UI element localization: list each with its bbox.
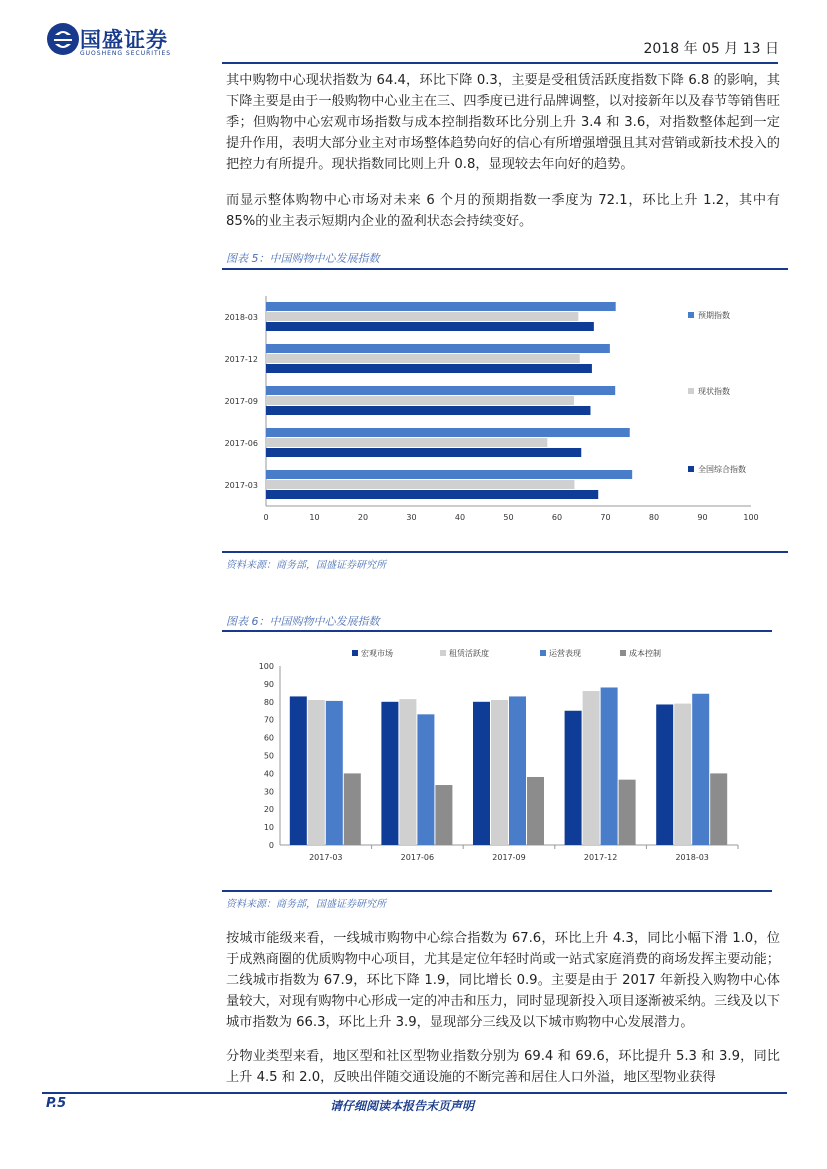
x-tick-label: 0 bbox=[263, 513, 269, 522]
x-category-label: 2017-09 bbox=[492, 853, 526, 862]
logo-subtitle: GUOSHENG SECURITIES bbox=[80, 50, 172, 57]
bar bbox=[266, 312, 578, 321]
logo-name: 国盛证券 bbox=[80, 28, 168, 52]
y-tick-label: 90 bbox=[263, 679, 274, 689]
legend-label: 预期指数 bbox=[698, 311, 730, 320]
bar bbox=[266, 470, 632, 479]
x-tick-label: 10 bbox=[309, 513, 320, 522]
y-tick-label: 40 bbox=[263, 769, 274, 779]
y-tick-label: 10 bbox=[263, 823, 274, 833]
bar bbox=[527, 777, 544, 845]
bar bbox=[509, 696, 526, 845]
x-tick-label: 50 bbox=[503, 513, 514, 522]
legend-swatch bbox=[352, 650, 358, 656]
bar bbox=[266, 302, 616, 311]
bar bbox=[290, 696, 307, 845]
figure-6-title: 图表 6：中国购物中心发展指数 bbox=[226, 615, 380, 628]
figure-5-chart bbox=[222, 284, 788, 526]
bar bbox=[266, 406, 590, 415]
figure-5-bottom-rule bbox=[222, 551, 788, 553]
bar bbox=[266, 322, 594, 331]
y-tick-label: 20 bbox=[263, 805, 274, 815]
legend-swatch bbox=[688, 388, 694, 394]
figure-5-top-rule bbox=[222, 268, 788, 270]
legend-label: 运营表现 bbox=[549, 649, 581, 658]
figure-6-chart bbox=[222, 642, 772, 874]
legend-label: 租赁活跃度 bbox=[449, 649, 489, 658]
y-tick-label: 60 bbox=[263, 733, 274, 743]
legend-label: 全国综合指数 bbox=[698, 465, 746, 474]
y-tick-label: 50 bbox=[263, 751, 274, 761]
bar bbox=[692, 694, 709, 845]
bar bbox=[656, 704, 673, 845]
y-category-label: 2018-03 bbox=[224, 313, 258, 322]
x-tick-label: 70 bbox=[600, 513, 611, 522]
y-tick-label: 80 bbox=[263, 697, 274, 707]
figure-5-source: 资料来源：商务部，国盛证券研究所 bbox=[226, 560, 386, 571]
y-tick-label: 70 bbox=[263, 715, 274, 725]
footer-divider bbox=[42, 1092, 787, 1094]
figure-6-top-rule bbox=[222, 630, 772, 632]
bar bbox=[326, 701, 343, 845]
x-category-label: 2017-03 bbox=[309, 853, 343, 862]
bar bbox=[266, 396, 574, 405]
legend-label: 宏观市场 bbox=[361, 649, 393, 658]
x-category-label: 2017-06 bbox=[400, 853, 435, 862]
logo-mark-icon bbox=[46, 22, 80, 56]
bar bbox=[565, 711, 582, 845]
bar bbox=[399, 699, 416, 845]
report-date: 2018 年 05 月 13 日 bbox=[643, 41, 779, 57]
bar bbox=[266, 448, 581, 457]
bar bbox=[266, 428, 630, 437]
legend-label: 现状指数 bbox=[698, 387, 730, 396]
x-tick-label: 30 bbox=[406, 513, 417, 522]
y-tick-label: 30 bbox=[263, 787, 274, 797]
bar bbox=[266, 344, 610, 353]
header-divider bbox=[222, 62, 778, 64]
x-category-label: 2017-12 bbox=[583, 853, 618, 862]
y-tick-label: 100 bbox=[258, 662, 274, 671]
x-tick-label: 80 bbox=[648, 513, 660, 522]
legend-swatch bbox=[440, 650, 446, 656]
x-tick-label: 100 bbox=[743, 513, 759, 522]
bar bbox=[266, 480, 574, 489]
bar bbox=[601, 687, 618, 845]
bar bbox=[674, 704, 691, 845]
bar bbox=[435, 785, 452, 845]
paragraph-1: 其中购物中心现状指数为 64.4，环比下降 0.3，主要是受租赁活跃度指数下降 6.8 的影响，其下降主要是由于一般购物中心业主在三、四季度已进行品牌调整，以对接新年以及春节等销售旺季；但购物中心宏观市场指数与成本控制指数环比分别上升 3.4 和 3.6，对指数整体起到一定提升作用，表明大部分业主对市场整体趋势向好的信心有所增强增强且其对营销或新技术投入的把控力有所提升。现状指数同比则上升 0.8，显现较去年向好的趋势。 bbox=[226, 73, 780, 172]
bar bbox=[619, 780, 636, 845]
y-category-label: 2017-12 bbox=[224, 355, 258, 364]
figure-6-bottom-rule bbox=[222, 890, 772, 892]
x-tick-label: 90 bbox=[697, 513, 708, 522]
x-tick-label: 40 bbox=[454, 513, 466, 522]
bar bbox=[266, 438, 547, 447]
page-number: P.5 bbox=[46, 1096, 67, 1111]
bar bbox=[417, 714, 434, 845]
legend-swatch bbox=[620, 650, 626, 656]
y-category-label: 2017-06 bbox=[224, 439, 258, 448]
legend-swatch bbox=[688, 312, 694, 318]
paragraph-4: 分物业类型来看，地区型和社区型物业指数分别为 69.4 和 69.6，环比提升 5.3 和 3.9，同比上升 4.5 和 2.0，反映出伴随交通设施的不断完善和居住人口外溢，地区型物业获得 bbox=[226, 1049, 780, 1085]
bar bbox=[266, 364, 592, 373]
x-tick-label: 60 bbox=[551, 513, 563, 522]
bar bbox=[473, 702, 490, 845]
bar bbox=[308, 700, 325, 845]
bar bbox=[710, 773, 727, 845]
paragraph-3: 按城市能级来看，一线城市购物中心综合指数为 67.6，环比上升 4.3，同比小幅下滑 1.0，位于成熟商圈的优质购物中心项目，尤其是定位年轻时尚或一站式家庭消费的商场发挥主要动能；二线城市指数为 67.9，环比下降 1.9，同比增长 0.9。主要是由于 2017 年新投入购物中心体量较大，对现有购物中心形成一定的冲击和压力，同时显现新投入项目逐渐被采纳。三线及以下城市指数为 66.3，环比上升 3.9，显现部分三线及以下城市购物中心发展潜力。 bbox=[226, 931, 780, 1030]
footer-notice: 请仔细阅读本报告末页声明 bbox=[330, 1099, 475, 1113]
paragraph-2: 而显示整体购物中心市场对未来 6 个月的预期指数一季度为 72.1，环比上升 1.2，其中有 85%的业主表示短期内企业的盈利状态会持续变好。 bbox=[226, 193, 780, 229]
x-tick-label: 20 bbox=[357, 513, 369, 522]
legend-label: 成本控制 bbox=[629, 649, 661, 658]
legend-swatch bbox=[688, 466, 694, 472]
figure-5-title: 图表 5：中国购物中心发展指数 bbox=[226, 252, 380, 265]
bar bbox=[583, 691, 600, 845]
bar bbox=[266, 354, 580, 363]
legend-swatch bbox=[540, 650, 546, 656]
bar bbox=[344, 773, 361, 845]
y-tick-label: 0 bbox=[268, 841, 274, 850]
y-category-label: 2017-09 bbox=[224, 397, 258, 406]
bar bbox=[266, 386, 615, 395]
y-category-label: 2017-03 bbox=[224, 481, 258, 490]
bar bbox=[381, 702, 398, 845]
x-category-label: 2018-03 bbox=[675, 853, 709, 862]
figure-6-source: 资料来源：商务部，国盛证券研究所 bbox=[226, 899, 386, 910]
bar bbox=[491, 700, 508, 845]
bar bbox=[266, 490, 598, 499]
